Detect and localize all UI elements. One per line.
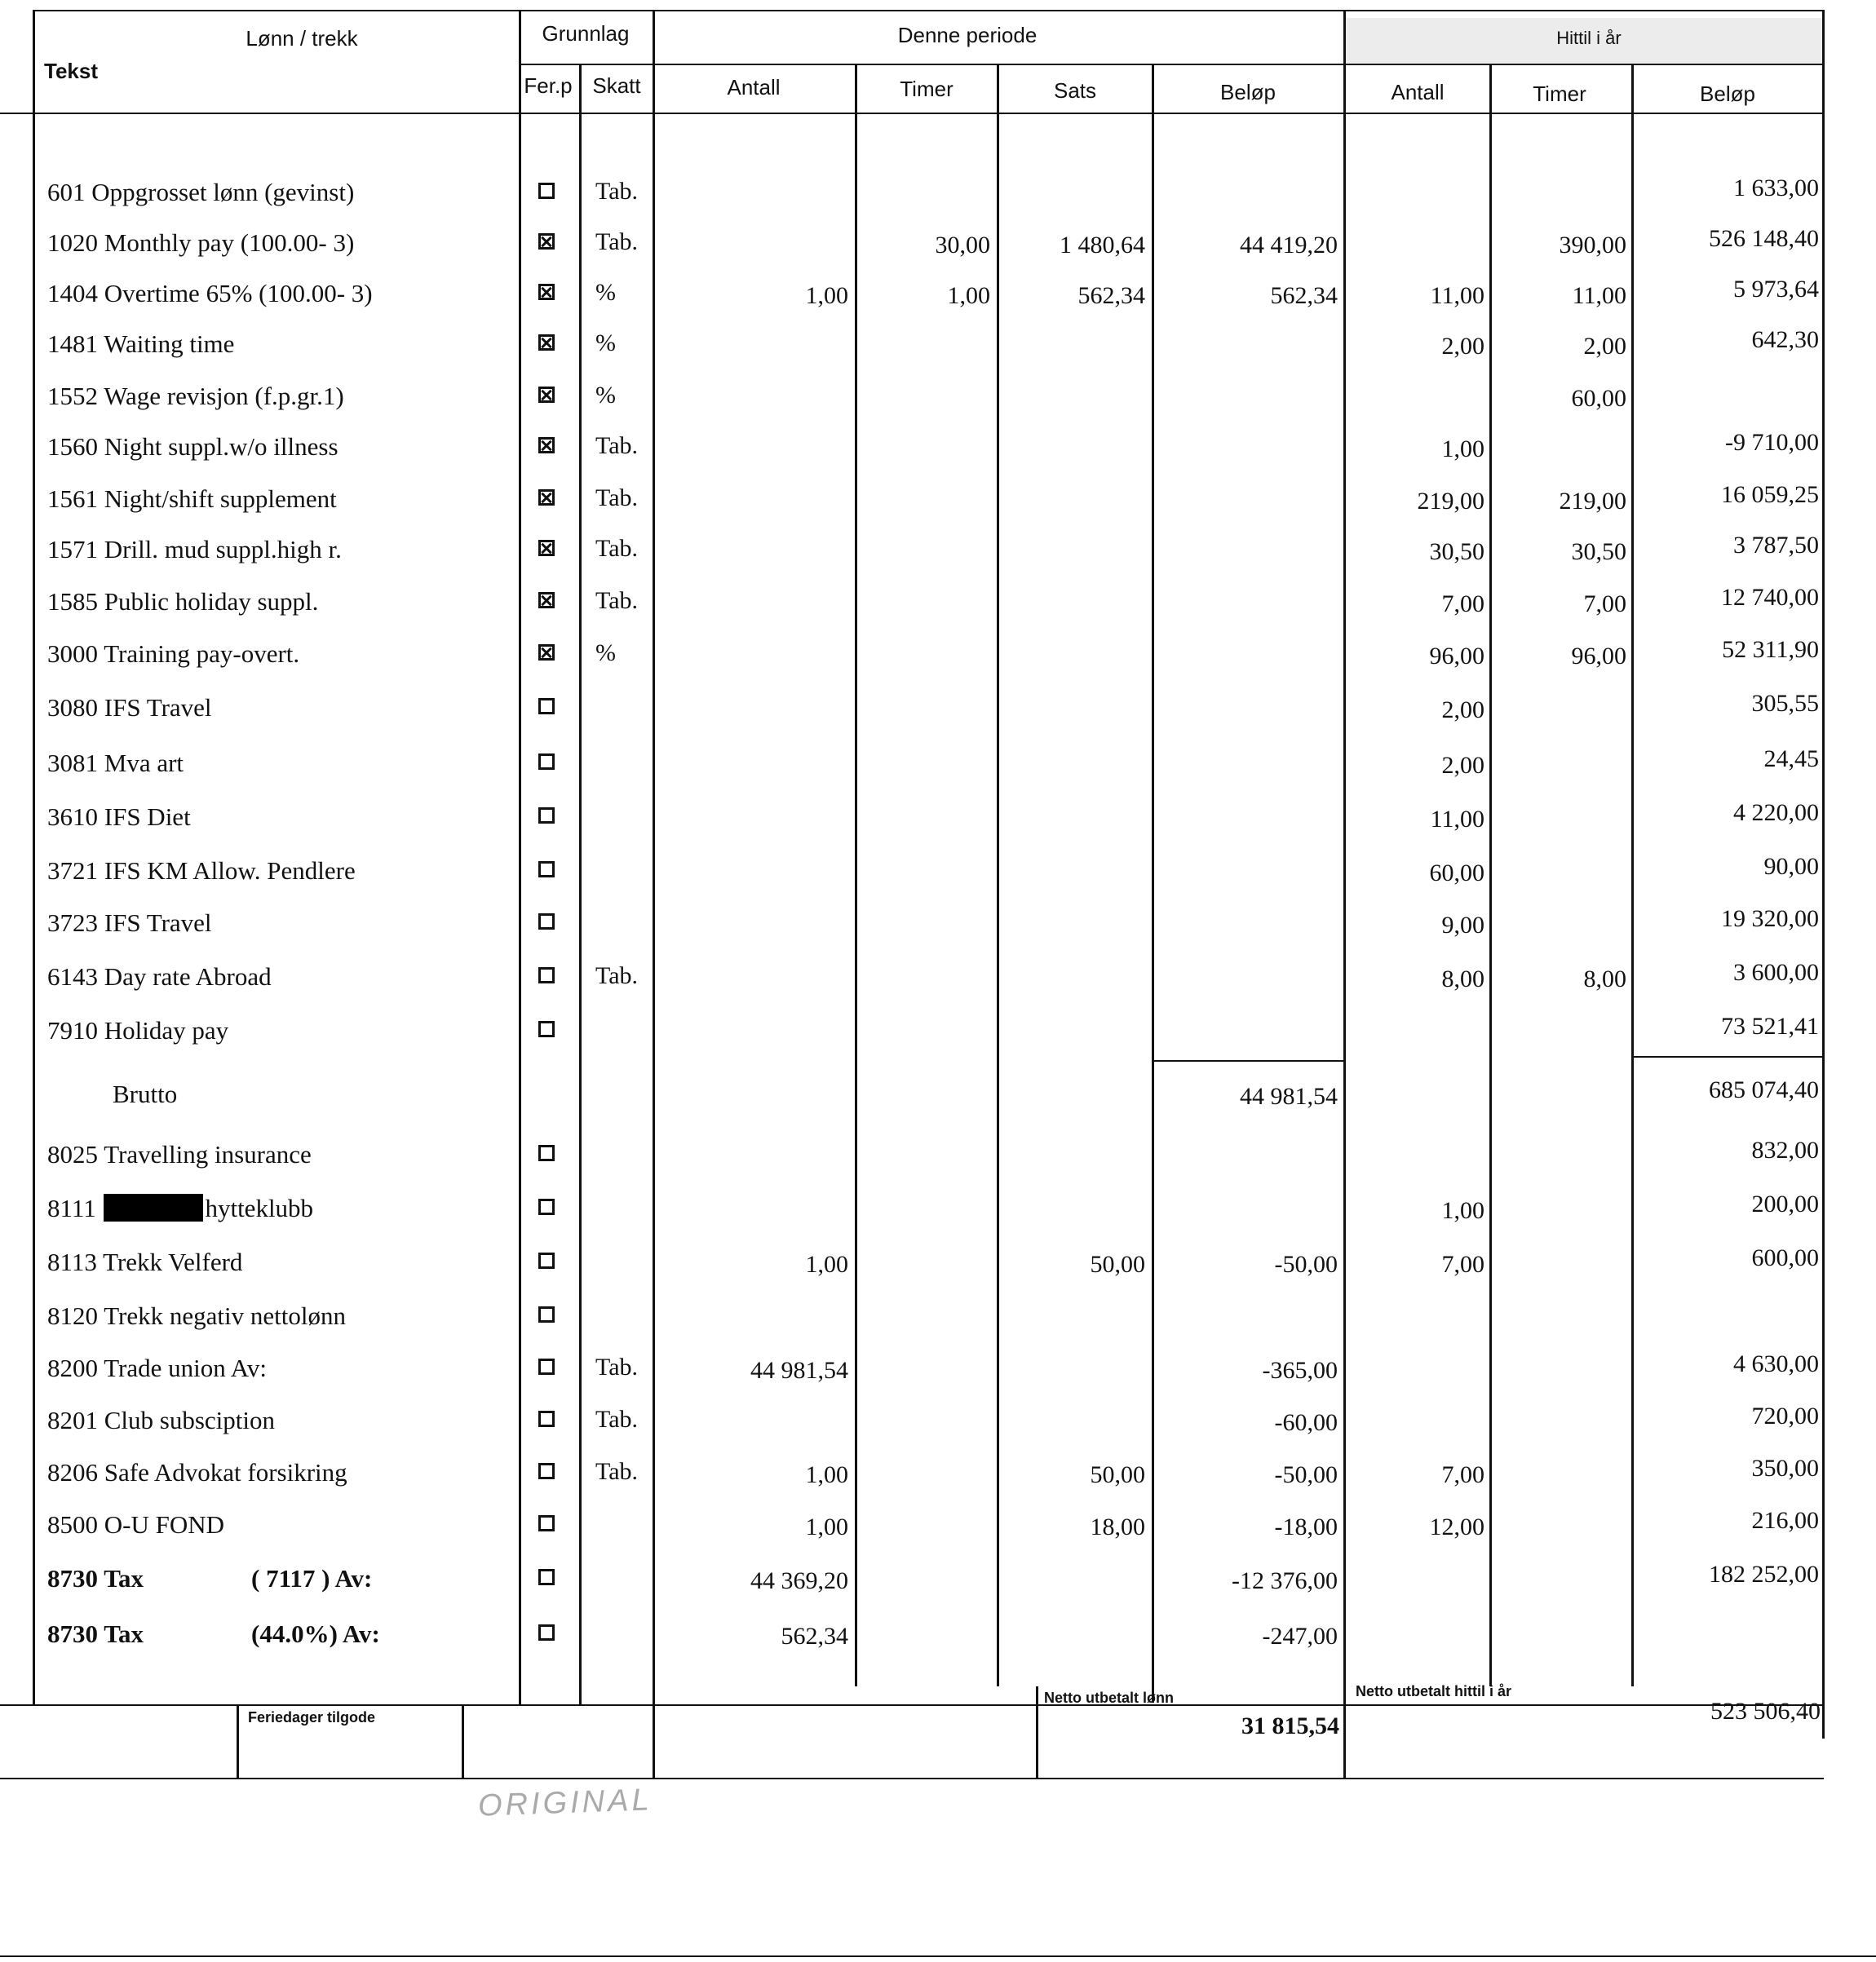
ferp-checked-box — [538, 233, 555, 250]
ferp-empty-box — [538, 1624, 555, 1641]
row-y-belop: 52 311,90 — [1722, 636, 1819, 663]
row-text: hytteklubb — [205, 1194, 314, 1222]
row-y-belop: 3 787,50 — [1733, 532, 1819, 559]
row-label — [47, 1458, 347, 1487]
row-text: Mva art — [104, 749, 184, 777]
row-y-timer: 2,00 — [1583, 333, 1626, 360]
row-code: 3723 — [47, 908, 98, 937]
ferp-checked-box — [538, 387, 555, 403]
top-rule — [33, 10, 1824, 11]
ferp-empty-box — [538, 1145, 555, 1161]
row-y-antall: 7,00 — [1441, 1251, 1484, 1278]
col-ferp-skatt — [579, 64, 582, 1704]
row-skatt: Tab. — [595, 1406, 639, 1433]
header-grunnlag: Grunnlag — [542, 21, 630, 46]
row-text: Trekk Velferd — [103, 1248, 243, 1276]
row-code: 601 — [47, 178, 86, 206]
row-code: 1571 — [47, 535, 98, 563]
row-sats: 1 480,64 — [1060, 232, 1145, 259]
ferp-checked-box — [538, 592, 555, 608]
brutto-rule-period — [1153, 1060, 1344, 1062]
row-label — [47, 962, 272, 992]
row-y-belop: 305,55 — [1751, 690, 1819, 717]
row-y-belop: 3 600,00 — [1733, 959, 1819, 986]
header-hittil: Hittil i år — [1556, 28, 1622, 48]
row-label — [47, 1620, 380, 1649]
row-code: 8500 — [47, 1510, 98, 1539]
row-code: 8113 — [47, 1248, 97, 1276]
row-y-belop: 24,45 — [1763, 745, 1819, 772]
row-code: 1481 — [47, 329, 98, 358]
row-text: Training pay-overt. — [104, 639, 300, 668]
row-belop: 44 981,54 — [1240, 1083, 1338, 1110]
row-code: 8206 — [47, 1458, 98, 1487]
row-text: Overtime 65% (100.00- 3) — [104, 279, 373, 307]
row-y-antall: 11,00 — [1430, 282, 1484, 309]
row-y-timer: 96,00 — [1571, 643, 1626, 669]
header-ferp: Fer.p — [524, 73, 573, 98]
header-y-timer: Timer — [1533, 82, 1586, 106]
row-belop: -18,00 — [1274, 1513, 1338, 1540]
footer-col-1 — [237, 1704, 239, 1779]
row-y-belop: 1 633,00 — [1733, 175, 1819, 201]
header-y-belop: Beløp — [1700, 82, 1755, 106]
row-y-antall: 8,00 — [1441, 966, 1484, 992]
row-y-belop: 90,00 — [1763, 853, 1819, 880]
footer-netto-label: Netto utbetalt lønn — [1044, 1690, 1174, 1706]
header-timer: Timer — [900, 77, 953, 101]
row-y-antall: 11,00 — [1430, 806, 1484, 833]
row-belop: -50,00 — [1274, 1251, 1338, 1278]
row-text: IFS KM Allow. Pendlere — [104, 856, 356, 885]
row-skatt: Tab. — [595, 1458, 639, 1485]
row-text: IFS Travel — [104, 908, 212, 937]
row-y-antall: 1,00 — [1441, 435, 1484, 462]
row-skatt: Tab. — [595, 1354, 639, 1381]
row-code: 8201 — [47, 1406, 98, 1434]
col-y-timer-belop — [1631, 64, 1634, 1686]
row-code: 8025 — [47, 1140, 98, 1169]
row-y-timer: 60,00 — [1571, 385, 1626, 412]
ferp-checked-box — [538, 284, 555, 300]
row-y-timer: 7,00 — [1583, 590, 1626, 617]
ferp-empty-box — [538, 698, 555, 714]
row-code: 1561 — [47, 484, 98, 513]
row-code: 1020 — [47, 228, 98, 257]
page-bottom-rule — [0, 1955, 1876, 1957]
ferp-empty-box — [538, 183, 555, 199]
ferp-checked-box — [538, 334, 555, 351]
col-grunnlag-left — [519, 10, 521, 1706]
row-label — [47, 802, 191, 832]
ferp-checked-box — [538, 540, 555, 556]
row-label — [47, 856, 356, 886]
row-y-antall: 30,50 — [1429, 538, 1484, 565]
ferp-empty-box — [538, 1306, 555, 1323]
row-code: 8120 — [47, 1301, 98, 1330]
row-y-antall: 7,00 — [1441, 590, 1484, 617]
row-y-antall: 2,00 — [1441, 333, 1484, 360]
row-label — [47, 178, 354, 207]
col-y-antall-timer — [1489, 64, 1492, 1686]
row-y-antall: 9,00 — [1441, 912, 1484, 939]
row-text: Oppgrosset lønn (gevinst) — [91, 178, 355, 206]
row-belop: -12 376,00 — [1232, 1567, 1338, 1594]
header-sats: Sats — [1053, 78, 1097, 103]
row-y-belop: 16 059,25 — [1721, 481, 1819, 508]
row-y-belop: 4 630,00 — [1733, 1350, 1819, 1377]
row-skatt: Tab. — [595, 178, 639, 205]
row-y-timer: 390,00 — [1559, 232, 1626, 259]
col-right — [1822, 10, 1825, 1739]
row-label — [47, 693, 212, 722]
row-text: Night suppl.w/o illness — [104, 432, 338, 461]
row-skatt: Tab. — [595, 587, 639, 614]
footer-netto-value: 31 815,54 — [1241, 1712, 1339, 1739]
row-y-timer: 219,00 — [1559, 488, 1626, 515]
row-code: 3721 — [47, 856, 98, 885]
header-skatt: Skatt — [592, 73, 641, 98]
row-timer: 30,00 — [935, 232, 990, 259]
row-y-belop: 216,00 — [1751, 1507, 1819, 1534]
row-label — [47, 1354, 267, 1383]
row-y-belop: 720,00 — [1751, 1403, 1819, 1430]
ferp-empty-box — [538, 861, 555, 877]
row-text: Brutto — [113, 1080, 178, 1108]
footer-top-rule — [0, 1704, 1824, 1706]
row-label — [47, 908, 212, 938]
footer-col-2 — [462, 1704, 464, 1779]
row-text: O-U FOND — [104, 1510, 224, 1539]
header-y-antall: Antall — [1391, 80, 1445, 104]
ferp-empty-box — [538, 967, 555, 983]
row-code: 8200 — [47, 1354, 98, 1382]
row-label — [113, 1080, 177, 1109]
row-y-belop: 526 148,40 — [1709, 225, 1819, 252]
row-code: 8730 — [47, 1620, 98, 1648]
footer-netto-hittil-label: Netto utbetalt hittil i år — [1356, 1683, 1511, 1699]
ferp-empty-box — [538, 913, 555, 930]
row-skatt: Tab. — [595, 535, 639, 562]
row-y-timer: 11,00 — [1572, 282, 1626, 309]
row-skatt: % — [595, 329, 616, 356]
row-y-belop: -9 710,00 — [1725, 429, 1819, 456]
row-y-antall: 2,00 — [1441, 696, 1484, 723]
footer-netto-hittil-value: 523 506,40 — [1710, 1698, 1821, 1725]
row-label — [47, 1406, 275, 1435]
row-y-antall: 60,00 — [1429, 859, 1484, 886]
row-text: Trade union Av: — [104, 1354, 267, 1382]
row-text: Tax — [104, 1564, 144, 1593]
row-y-belop: 600,00 — [1751, 1244, 1819, 1271]
ferp-empty-box — [538, 1021, 555, 1037]
row-antall: 44 981,54 — [750, 1357, 848, 1384]
col-left — [33, 10, 35, 1706]
row-code: 3081 — [47, 749, 98, 777]
col-hittil-left — [1343, 10, 1346, 1778]
row-belop: -247,00 — [1262, 1623, 1338, 1650]
row-skatt: Tab. — [595, 484, 639, 511]
footer-feriedager-label: Feriedager tilgode — [248, 1709, 376, 1726]
ferp-empty-box — [538, 1359, 555, 1375]
row-label — [47, 587, 318, 616]
row-y-belop: 4 220,00 — [1733, 799, 1819, 826]
row-belop: 44 419,20 — [1240, 232, 1338, 259]
row-skatt: Tab. — [595, 432, 639, 459]
row-text: IFS Diet — [104, 802, 191, 831]
row-label — [47, 228, 354, 258]
ferp-checked-box — [538, 644, 555, 661]
row-y-antall: 12,00 — [1429, 1513, 1484, 1540]
col-denne-left — [653, 10, 655, 1778]
row-code: 7910 — [47, 1016, 98, 1045]
row-text: Safe Advokat forsikring — [104, 1458, 347, 1487]
row-code: 8730 — [47, 1564, 98, 1593]
header-bottom-rule — [0, 113, 1824, 114]
row-skatt: % — [595, 279, 616, 306]
row-y-belop: 5 973,64 — [1733, 276, 1819, 303]
row-y-belop: 350,00 — [1751, 1455, 1819, 1482]
row-y-belop: 12 740,00 — [1721, 584, 1819, 611]
brutto-rule-year — [1631, 1056, 1824, 1058]
ferp-empty-box — [538, 807, 555, 824]
row-label — [47, 329, 234, 359]
row-skatt: Tab. — [595, 228, 639, 255]
row-text: Holiday pay — [104, 1016, 229, 1045]
row-label — [47, 1016, 228, 1045]
header-antall: Antall — [727, 75, 781, 99]
row-code: 3080 — [47, 693, 98, 722]
row-y-belop: 182 252,00 — [1709, 1561, 1819, 1588]
header-belop: Beløp — [1220, 80, 1276, 104]
row-y-antall: 1,00 — [1441, 1197, 1484, 1224]
row-code: 1404 — [47, 279, 98, 307]
row-label — [47, 1564, 373, 1593]
row-label — [47, 432, 338, 462]
header-lonn-trekk: Lønn / trekk — [246, 26, 358, 51]
row-belop: -60,00 — [1274, 1409, 1338, 1436]
row-text: Drill. mud suppl.high r. — [104, 535, 342, 563]
row-label — [47, 535, 342, 564]
row-extra: ( 7117 ) Av: — [251, 1564, 373, 1593]
row-code: 1585 — [47, 587, 98, 616]
row-code: 3610 — [47, 802, 98, 831]
row-y-belop: 685 074,40 — [1709, 1076, 1819, 1103]
row-text: Trekk negativ nettolønn — [104, 1301, 346, 1330]
row-text: Wage revisjon (f.p.gr.1) — [104, 382, 344, 410]
ferp-empty-box — [538, 1411, 555, 1427]
row-sats: 50,00 — [1090, 1461, 1145, 1488]
row-belop: -50,00 — [1274, 1461, 1338, 1488]
col-timer-sats — [997, 64, 999, 1686]
row-antall: 1,00 — [805, 282, 848, 309]
row-text: Day rate Abroad — [104, 962, 272, 991]
row-code: 8111 — [47, 1194, 96, 1222]
row-y-timer: 30,50 — [1571, 538, 1626, 565]
row-belop: -365,00 — [1262, 1357, 1338, 1384]
row-y-belop: 642,30 — [1751, 326, 1819, 353]
ferp-empty-box — [538, 1199, 555, 1215]
row-label — [47, 1140, 312, 1169]
row-label — [47, 1301, 346, 1331]
row-text: Night/shift supplement — [104, 484, 337, 513]
ferp-empty-box — [538, 753, 555, 770]
row-label — [47, 279, 373, 308]
row-text: Tax — [104, 1620, 144, 1648]
col-sats-belop — [1152, 64, 1154, 1703]
original-stamp: ORIGINAL — [477, 1783, 653, 1823]
row-y-antall: 2,00 — [1441, 752, 1484, 779]
footer-bottom-rule — [0, 1778, 1824, 1779]
ferp-empty-box — [538, 1253, 555, 1269]
ferp-empty-box — [538, 1463, 555, 1479]
row-text: Club subsciption — [104, 1406, 276, 1434]
header-tekst: Tekst — [44, 59, 98, 83]
row-label — [47, 639, 299, 669]
row-sats: 562,34 — [1077, 282, 1145, 309]
row-belop: 562,34 — [1270, 282, 1338, 309]
row-sats: 50,00 — [1090, 1251, 1145, 1278]
row-skatt: % — [595, 639, 616, 666]
ferp-checked-box — [538, 489, 555, 506]
row-text: Monthly pay (100.00- 3) — [104, 228, 355, 257]
row-code: 1552 — [47, 382, 98, 410]
ferp-empty-box — [538, 1569, 555, 1585]
row-antall: 1,00 — [805, 1251, 848, 1278]
row-antall: 562,34 — [781, 1623, 848, 1650]
row-code: 6143 — [47, 962, 98, 991]
row-y-timer: 8,00 — [1583, 966, 1626, 992]
row-y-antall: 219,00 — [1417, 488, 1484, 515]
row-text: IFS Travel — [104, 693, 212, 722]
row-y-belop: 19 320,00 — [1721, 905, 1819, 932]
row-label — [47, 382, 344, 411]
row-label — [47, 1194, 313, 1223]
row-label — [47, 484, 337, 514]
footer-col-3 — [1036, 1686, 1038, 1779]
row-antall: 44 369,20 — [750, 1567, 848, 1594]
header-mid-rule — [519, 64, 1824, 65]
row-text: Waiting time — [104, 329, 235, 358]
row-y-belop: 200,00 — [1751, 1191, 1819, 1217]
ferp-checked-box — [538, 437, 555, 453]
row-text: Travelling insurance — [104, 1140, 312, 1169]
row-timer: 1,00 — [947, 282, 990, 309]
row-y-antall: 7,00 — [1441, 1461, 1484, 1488]
row-antall: 1,00 — [805, 1461, 848, 1488]
header-denne-periode: Denne periode — [897, 23, 1038, 47]
row-y-belop: 832,00 — [1751, 1137, 1819, 1164]
col-antall-timer — [855, 64, 857, 1686]
row-y-antall: 96,00 — [1429, 643, 1484, 669]
row-sats: 18,00 — [1090, 1513, 1145, 1540]
row-antall: 1,00 — [805, 1513, 848, 1540]
row-skatt: % — [595, 382, 616, 409]
row-code: 1560 — [47, 432, 98, 461]
row-label — [47, 749, 184, 778]
redaction-bar — [104, 1194, 203, 1222]
row-y-belop: 73 521,41 — [1721, 1013, 1819, 1040]
ferp-empty-box — [538, 1515, 555, 1531]
row-label — [47, 1510, 224, 1540]
row-code: 3000 — [47, 639, 98, 668]
row-skatt: Tab. — [595, 962, 639, 989]
row-text: Public holiday suppl. — [104, 587, 319, 616]
row-extra: (44.0%) Av: — [251, 1620, 380, 1648]
row-label — [47, 1248, 242, 1277]
